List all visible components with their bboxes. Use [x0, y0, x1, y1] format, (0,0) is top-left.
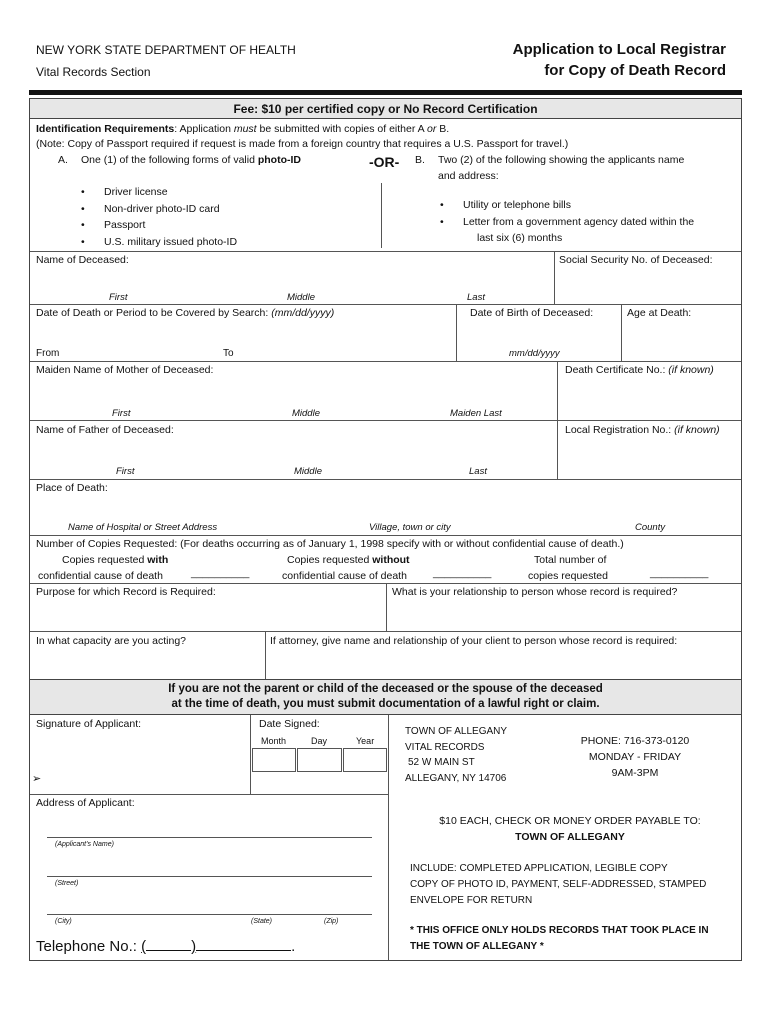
id-requirements — [36, 123, 449, 136]
telephone-field[interactable] — [36, 937, 295, 955]
middle-caption: Middle — [287, 292, 315, 303]
first-caption: First — [112, 408, 131, 419]
include-line-1: INCLUDE: COMPLETED APPLICATION, LEGIBLE COPY — [410, 863, 668, 874]
dept-name: NEW YORK STATE DEPARTMENT OF HEALTH — [36, 43, 296, 57]
registration-known: (if known) — [674, 424, 720, 436]
id-req-must: must — [233, 123, 257, 135]
list-item: • Passport — [104, 219, 145, 232]
day-caption: Day — [311, 736, 328, 746]
copies-label: Number of Copies Requested: (For deaths occurring as of January 1, 1998 specify with or without confidential cause of death.) — [36, 538, 624, 550]
registration-text: Local Registration No.: — [565, 424, 675, 436]
address-label: Address of Applicant: — [36, 797, 135, 809]
zip-caption: (Zip) — [324, 918, 339, 925]
office-line-3: 52 W MAIN ST — [408, 757, 475, 768]
copies-total-l1: Total number of — [534, 554, 607, 566]
middle-caption: Middle — [294, 466, 322, 477]
list-item: • U.S. military issued photo-ID — [104, 236, 237, 249]
purpose-label: Purpose for which Record is Required: — [36, 586, 216, 598]
notice-line-1: If you are not the parent or child of the deceased or the spouse of the deceased — [168, 683, 603, 695]
county-caption: County — [635, 522, 666, 533]
maiden-last-caption: Maiden Last — [450, 408, 502, 419]
id-req-text-post: B. — [436, 123, 450, 135]
row-divider — [30, 304, 741, 305]
registration-label — [565, 424, 720, 437]
state-caption: (State) — [251, 918, 273, 925]
number-blank — [196, 937, 291, 951]
cell-divider — [557, 420, 558, 479]
option-a-desc: One (1) of the following forms of valid — [81, 154, 258, 166]
dod-label — [36, 307, 334, 320]
include-line-3: ENVELOPE FOR RETURN — [410, 895, 533, 906]
copies-without-bold: without — [372, 554, 410, 566]
telephone-open: ( — [141, 938, 147, 955]
dob-format: mm/dd/yyyy — [509, 348, 560, 359]
ssn-label: Social Security No. of Deceased: — [559, 254, 713, 266]
payable-to: TOWN OF ALLEGANY — [515, 831, 625, 843]
age-label: Age at Death: — [627, 307, 692, 319]
last-caption: Last — [469, 466, 487, 477]
office-phone: PHONE: 716-373-0120 — [580, 735, 690, 747]
cell-divider — [554, 251, 555, 304]
telephone-label: Telephone No.: — [36, 938, 142, 955]
arrow-icon: ➢ — [32, 773, 42, 785]
header-rule — [29, 90, 742, 95]
telephone-end: . — [291, 938, 296, 955]
year-input[interactable] — [343, 748, 387, 772]
dob-label: Date of Birth of Deceased: — [470, 307, 594, 319]
to-caption: To — [223, 348, 234, 359]
from-caption: From — [36, 348, 60, 359]
first-caption: First — [116, 466, 135, 477]
office-line-2: VITAL RECORDS — [405, 742, 485, 753]
copies-without-l1 — [287, 554, 410, 567]
cell-divider — [386, 583, 387, 631]
list-item: • Non-driver photo-ID card — [104, 203, 220, 216]
mother-label: Maiden Name of Mother of Deceased: — [36, 364, 214, 376]
day-input[interactable] — [297, 748, 342, 772]
option-b-letter: B. — [415, 154, 425, 166]
death-cert-known: (if known) — [668, 364, 714, 376]
id-req-label: Identification Requirements — [36, 123, 175, 135]
copies-total-blank: __________ — [650, 567, 709, 579]
relationship-label: What is your relationship to person whose record is required? — [392, 586, 678, 598]
id-divider — [381, 183, 382, 248]
telephone-close: ) — [191, 938, 197, 955]
father-label: Name of Father of Deceased: — [36, 424, 174, 436]
area-code-blank — [146, 937, 191, 951]
row-divider — [30, 251, 741, 252]
include-line-2: COPY OF PHOTO ID, PAYMENT, SELF-ADDRESSED, STAMPED — [410, 879, 707, 890]
hospital-caption: Name of Hospital or Street Address — [68, 522, 218, 533]
signature-label: Signature of Applicant: — [36, 718, 142, 730]
death-cert-label — [565, 364, 714, 377]
option-a-text — [81, 154, 301, 167]
last-caption: Last — [467, 292, 485, 303]
list-item: • Driver license — [104, 186, 168, 199]
office-line-1: TOWN OF ALLEGANY — [405, 726, 508, 737]
copies-without-l2: confidential cause of death — [282, 570, 407, 582]
row-divider — [30, 794, 388, 795]
cell-divider — [621, 304, 622, 361]
deceased-name-label: Name of Deceased: — [36, 254, 129, 266]
date-signed-label: Date Signed: — [259, 718, 320, 730]
list-item: • Utility or telephone bills — [463, 199, 571, 212]
capacity-label: In what capacity are you acting? — [36, 635, 187, 647]
application-form — [29, 98, 742, 961]
fee-payable: $10 EACH, CHECK OR MONEY ORDER PAYABLE TO: — [439, 815, 701, 827]
year-caption: Year — [356, 736, 375, 746]
copies-without-blank: __________ — [433, 567, 492, 579]
or-separator: -OR- — [369, 154, 400, 170]
dod-label-text: Date of Death or Period to be Covered by Search: — [36, 307, 272, 319]
title-line-2: for Copy of Death Record — [544, 62, 726, 79]
list-item: • Letter from a government agency dated within the — [463, 216, 694, 229]
first-caption: First — [109, 292, 128, 303]
street-caption: (Street) — [55, 880, 79, 887]
row-divider — [30, 631, 741, 632]
row-divider — [30, 535, 741, 536]
place-label: Place of Death: — [36, 482, 108, 494]
street-line[interactable] — [47, 876, 372, 877]
fee-text: Fee: $10 per certified copy or No Record Certification — [233, 102, 538, 116]
month-caption: Month — [261, 736, 287, 746]
notice-bar — [30, 679, 741, 715]
passport-note: (Note: Copy of Passport required if request is made from a foreign country that requires a U.S. Passport for travel.) — [36, 138, 569, 150]
copies-with-blank: __________ — [191, 567, 250, 579]
row-divider — [30, 361, 741, 362]
list-item-cont: last six (6) months — [477, 232, 563, 244]
cell-divider — [250, 715, 251, 794]
notice-line-2: at the time of death, you must submit documentation of a lawful right or claim. — [171, 698, 600, 710]
office-hours: 9AM-3PM — [611, 767, 659, 779]
row-divider — [30, 420, 741, 421]
copies-with-bold: with — [147, 554, 169, 566]
city-caption: (City) — [55, 918, 72, 925]
office-days: MONDAY - FRIDAY — [588, 751, 682, 763]
copies-with-text: Copies requested — [62, 554, 148, 566]
applicant-name-caption: (Applicant's Name) — [55, 841, 114, 848]
id-req-text-mid: be submitted with copies of either A — [256, 123, 428, 135]
fee-bar — [30, 99, 741, 119]
option-b-text-1: Two (2) of the following showing the applicants name — [438, 154, 685, 166]
id-req-text: : Application — [174, 123, 234, 135]
cell-divider — [557, 361, 558, 420]
cell-divider — [388, 715, 389, 960]
office-note-2: THE TOWN OF ALLEGANY * — [410, 941, 544, 952]
section-name: Vital Records Section — [36, 65, 151, 79]
copies-with-l1 — [62, 554, 168, 567]
middle-caption: Middle — [292, 408, 320, 419]
option-b-text-2: and address: — [438, 170, 499, 182]
option-a-bold: photo-ID — [257, 154, 301, 166]
death-cert-text: Death Certificate No.: — [565, 364, 669, 376]
id-req-or: or — [427, 123, 437, 135]
cell-divider — [456, 304, 457, 361]
office-note-1: * THIS OFFICE ONLY HOLDS RECORDS THAT TOOK PLACE IN — [410, 925, 709, 936]
office-line-4: ALLEGANY, NY 14706 — [405, 773, 507, 784]
dod-format: (mm/dd/yyyy) — [271, 307, 335, 319]
copies-total-l2: copies requested — [528, 570, 608, 582]
month-input[interactable] — [252, 748, 296, 772]
row-divider — [30, 479, 741, 480]
option-a-letter: A. — [58, 154, 68, 166]
copies-without-text: Copies requested — [287, 554, 373, 566]
title-line-1: Application to Local Registrar — [512, 41, 726, 58]
cell-divider — [265, 631, 266, 679]
copies-with-l2: confidential cause of death — [38, 570, 163, 582]
attorney-label: If attorney, give name and relationship of your client to person whose record is required: — [270, 635, 678, 647]
village-caption: Village, town or city — [369, 522, 451, 533]
